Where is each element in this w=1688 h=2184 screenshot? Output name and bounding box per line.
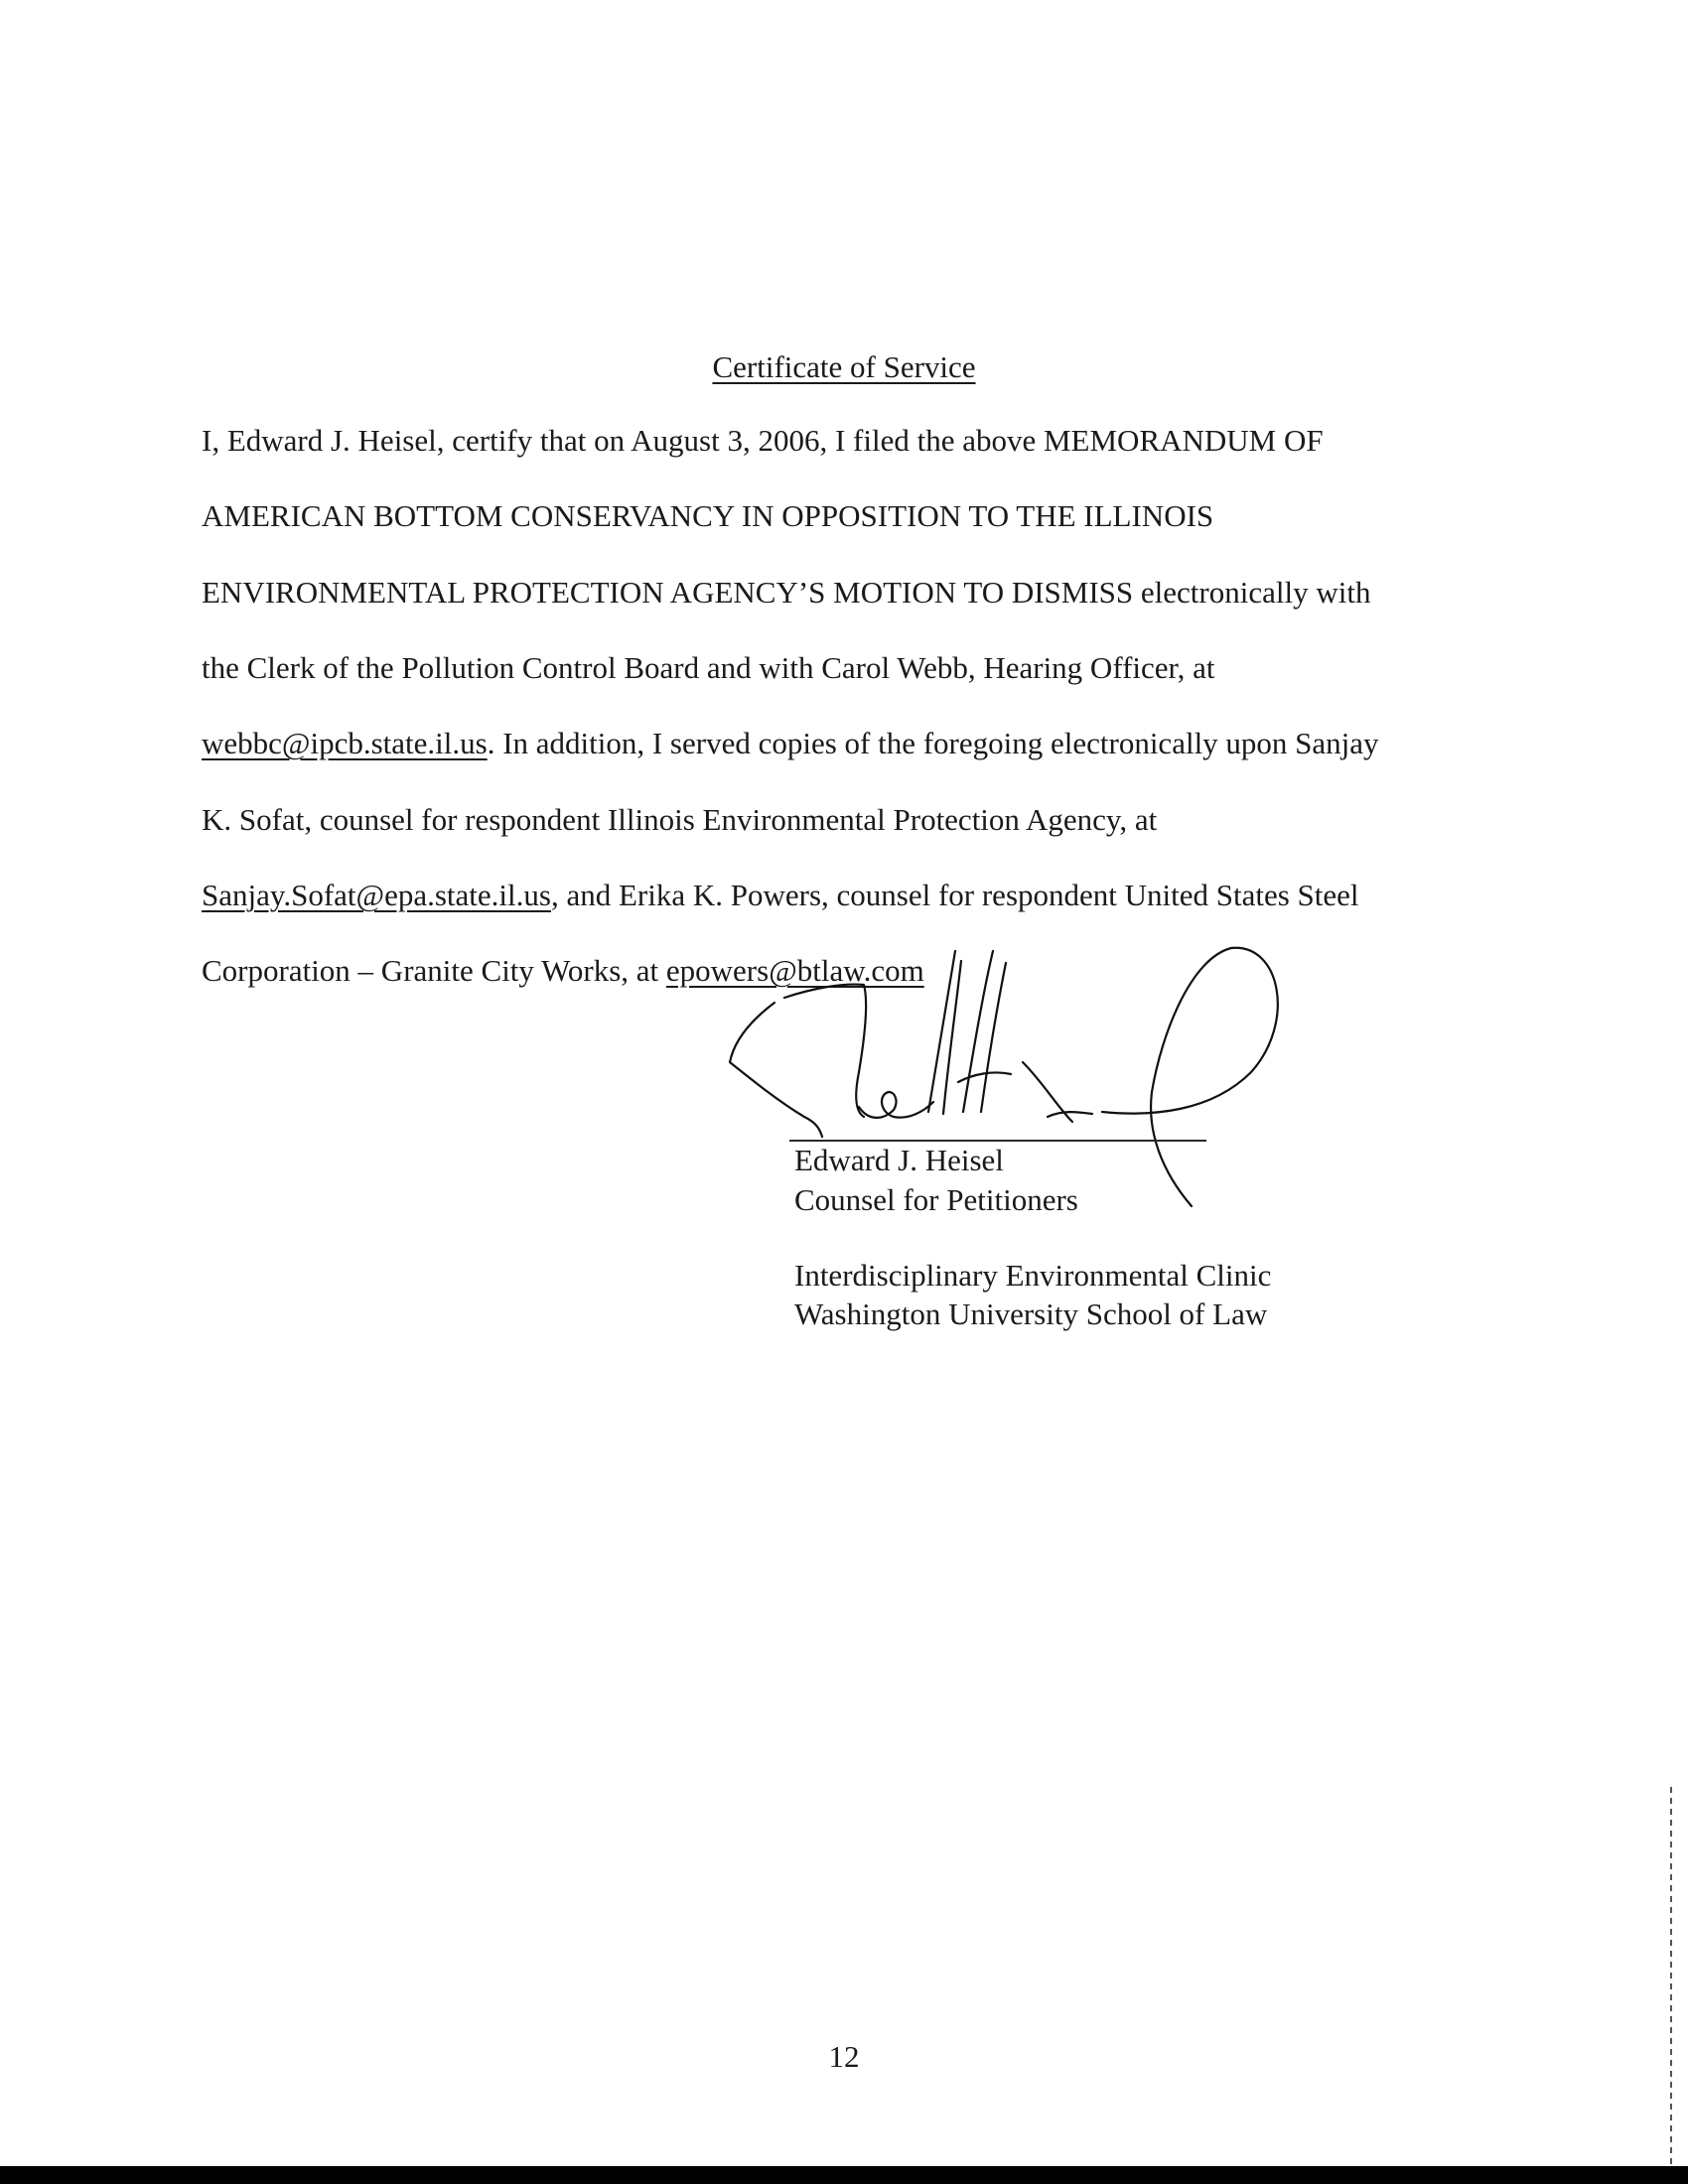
- page-number: 12: [828, 2039, 860, 2074]
- body-line-3: ENVIRONMENTAL PROTECTION AGENCY’S MOTION TO DISMISS electronically with: [202, 575, 1371, 610]
- handwritten-signature: [695, 943, 1311, 1221]
- body-line-5-text: . In addition, I served copies of the foregoing electronically upon Sanjay: [487, 726, 1379, 760]
- signer-org-line-2: Washington University School of Law: [794, 1297, 1268, 1331]
- hearing-officer-email-link[interactable]: webbc@ipcb.state.il.us: [202, 726, 488, 760]
- body-line-8-text: Corporation – Granite City Works, at: [202, 953, 666, 988]
- us-steel-counsel-email-link[interactable]: epowers@btlaw.com: [665, 953, 924, 988]
- body-line-7: [202, 876, 1359, 915]
- signer-org-line-1: Interdisciplinary Environmental Clinic: [794, 1258, 1272, 1293]
- scan-edge-artifact: [1670, 1787, 1672, 2164]
- body-line-1: I, Edward J. Heisel, certify that on August 3, 2006, I filed the above MEMORANDUM OF: [202, 423, 1324, 458]
- body-line-7-text: , and Erika K. Powers, counsel for respondent United States Steel: [550, 878, 1359, 912]
- body-line-5: [202, 724, 1379, 763]
- body-line-4: the Clerk of the Pollution Control Board and with Carol Webb, Hearing Officer, at: [202, 650, 1215, 685]
- certificate-title: Certificate of Service: [712, 349, 976, 384]
- signer-name: Edward J. Heisel: [794, 1143, 1004, 1177]
- body-line-6: K. Sofat, counsel for respondent Illinois Environmental Protection Agency, at: [202, 802, 1158, 837]
- iepa-counsel-email-link[interactable]: Sanjay.Sofat@epa.state.il.us: [202, 878, 551, 912]
- body-line-2: AMERICAN BOTTOM CONSERVANCY IN OPPOSITION TO THE ILLINOIS: [202, 498, 1214, 533]
- signer-role: Counsel for Petitioners: [794, 1182, 1078, 1217]
- scan-bottom-border: [0, 2166, 1688, 2184]
